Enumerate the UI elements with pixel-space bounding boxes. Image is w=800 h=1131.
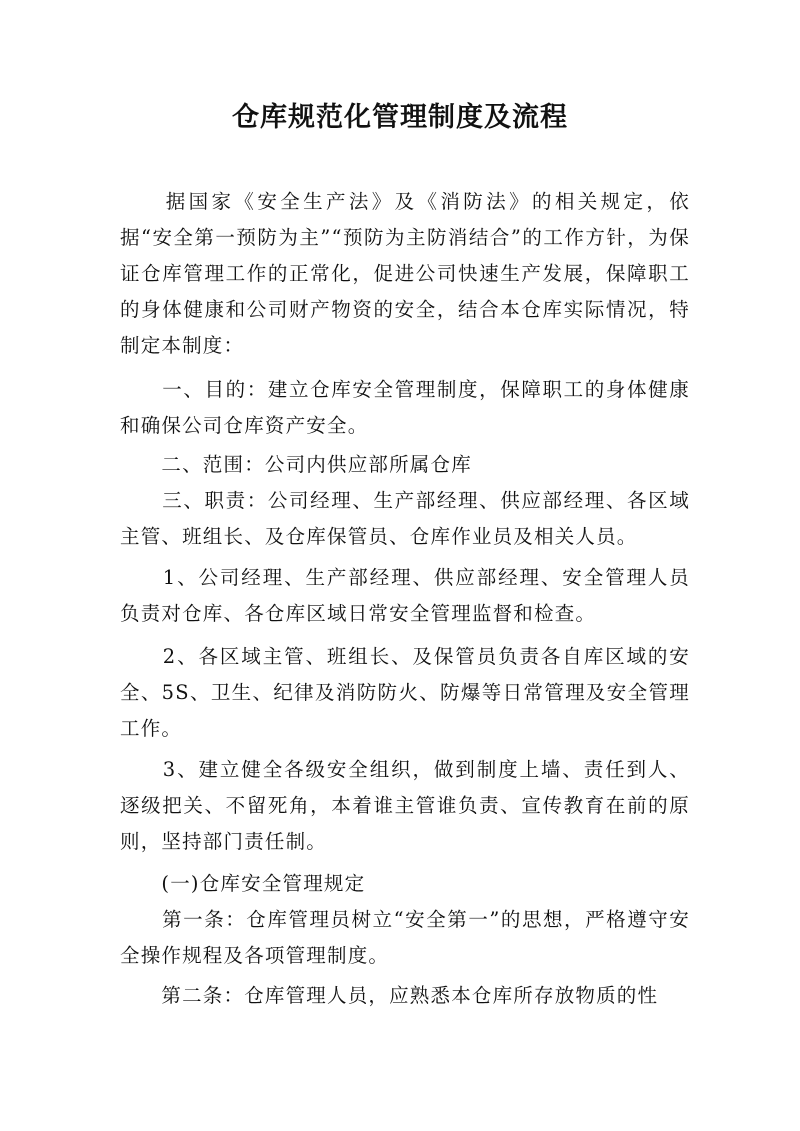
paragraph-item-2: 2、各区域主管、班组长、及保管员负责各自库区域的安全、5S、卫生、纪律及消防防火、防爆等日常管理及安全管理工作。	[120, 645, 690, 740]
document-title: 仓库规范化管理制度及流程	[232, 102, 568, 133]
paragraph-article-1: 第一条：仓库管理员树立“安全第一”的思想，严格遵守安全操作规程及各项管理制度。	[120, 908, 690, 967]
paragraph-article-2: 第二条：仓库管理人员，应熟悉本仓库所存放物质的性	[120, 984, 659, 1007]
paragraph-scope: 二、范围：公司内供应部所属仓库	[120, 453, 472, 476]
section-heading: (一)仓库安全管理规定	[120, 872, 366, 895]
paragraph-item-3: 3、建立健全各级安全组织，做到制度上墙、责任到人、逐级把关、不留死角，本着谁主管谁负责、宣传教育在前的原则，坚持部门责任制。	[120, 758, 690, 853]
paragraph-responsibilities: 三、职责：公司经理、生产部经理、供应部经理、各区域主管、班组长、及仓库保管员、仓库作业员及相关人员。	[120, 489, 690, 548]
paragraph-purpose: 一、目的：建立仓库安全管理制度，保障职工的身体健康和确保公司仓库资产安全。	[120, 378, 690, 437]
paragraph-preamble: 据国家《安全生产法》及《消防法》的相关规定，依据“安全第一预防为主”“预防为主防消结合”的工作方针，为保证仓库管理工作的正常化，促进公司快速生产发展，保障职工的身体健康和公司财产物资的安全，结合本仓库实际情况，特制定本制度：	[120, 190, 690, 357]
paragraph-item-1: 1、公司经理、生产部经理、供应部经理、安全管理人员负责对仓库、各仓库区域日常安全管理监督和检查。	[120, 566, 690, 625]
